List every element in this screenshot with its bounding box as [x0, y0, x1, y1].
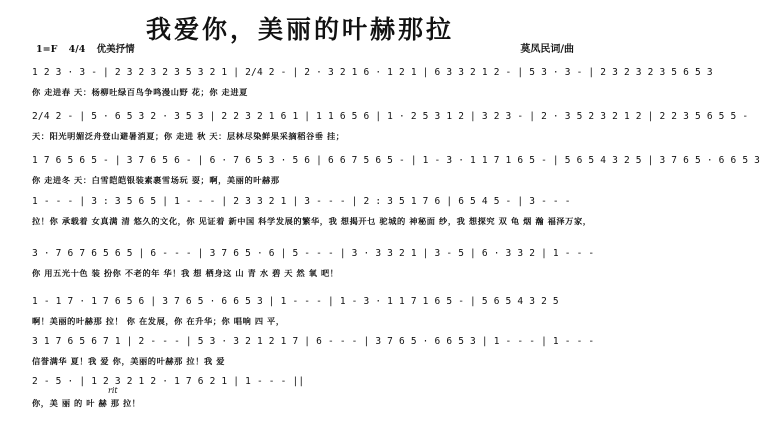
lyric-line-3: 你 走进冬 天：白雪皑皑银装素裹雪场玩 耍；啊，美丽的叶赫那 — [32, 175, 280, 185]
lyric-line-6: 啊！美丽的叶赫那 拉！ 你 在发展，你 在升华；你 唱响 四 平， — [32, 316, 285, 326]
time-signature: 4/4 — [68, 44, 86, 55]
notation-line-2: 2/4 2 - | 5 · 6 5 3 2 · 3 5 3 | 2 2 3 2 1 6 1 | 1 1 6 5 6 | 1 · 2 5 3 1 2 | 3 2 3 - | 2 · 3 5 2 3 2 1 2 | 2 2 3 5 6 5 5 - — [32, 111, 749, 122]
notation-line-6: 1 - 1 7 · 1 7 6 5 6 | 3 7 6 5 · 6 6 5 3 | 1 - - - | 1 - 3 · 1 1 7 1 6 5 - | 5 6 5 4 3 2 5 — [32, 296, 559, 307]
notation-line-8: 2 - 5 · | 1 2 3 2 1 2 · 1 7 6 2 1 | 1 - - - || — [32, 376, 305, 387]
lyric-line-2: 天：阳光明媚泛舟登山避暑消夏；你 走进 秋 天：层林尽染鲜果采摘稻谷垂 挂； — [32, 131, 345, 141]
ritardando-mark: rit — [108, 386, 118, 395]
notation-line-1: 1 2 3 · 3 - | 2 3 2 3 2 3 5 3 2 1 | 2/4 2 - | 2 · 3 2 1 6 · 1 2 1 | 6 3 3 2 1 2 - | 5 3 · 3 - | 2 3 2 3 2 3 5 6 5 3 — [32, 67, 713, 78]
lyric-line-8: 你，美 丽 的 叶 赫 那 拉！ — [32, 398, 141, 408]
key-signature-info — [36, 41, 143, 55]
lyric-line-1: 你 走进春 天：杨柳吐绿百鸟争鸣漫山野 花；你 走进夏 — [32, 87, 248, 97]
notation-line-3: 1 7 6 5 6 5 - | 3 7 6 5 6 - | 6 · 7 6 5 3 · 5 6 | 6 6 7 5 6 5 - | 1 - 3 · 1 1 7 1 6 5 - | 5 6 5 4 3 2 5 | 3 7 6 5 · 6 6 5 3 — [32, 155, 760, 166]
notation-line-7: 3 1 7 6 5 6 7 1 | 2 - - - | 5 3 · 3 2 1 2 1 7 | 6 - - - | 3 7 6 5 · 6 6 5 3 | 1 - - - | 1 - - - — [32, 336, 595, 347]
tempo-mood: 优美抒情 — [96, 44, 135, 55]
lyric-line-7: 信誉满华 夏！我 爱 你，美丽的叶赫那 拉！我 爱 — [32, 356, 226, 366]
lyric-line-5: 你 用五光十色 装 扮你 不老的年 华！我 想 栖身这 山 青 水 碧 天 然 氧 吧！ — [32, 268, 339, 278]
song-title: 我爱你，美丽的叶赫那拉 — [145, 15, 454, 44]
notation-line-5: 3 · 7 6 7 6 5 6 5 | 6 - - - | 3 7 6 5 · 6 | 5 - - - | 3 · 3 3 2 1 | 3 - 5 | 6 · 3 3 2 | 1 - - - — [32, 248, 595, 259]
lyric-line-4: 拉！你 承载着 女真满 清 悠久的文化，你 见证着 新中国 科学发展的繁华，我 想揭开乜 驼城的 神秘面 纱，我 想探究 双 龟 烟 瀚 福泽万家， — [32, 216, 592, 226]
key-signature: 1=F — [36, 44, 58, 55]
notation-line-4: 1 - - - | 3 : 3 5 6 5 | 1 - - - | 2 3 3 2 1 | 3 - - - | 2 : 3 5 1 7 6 | 6 5 4 5 - | 3 - - - — [32, 196, 571, 207]
composer-credit: 莫凤民词/曲 — [520, 44, 574, 55]
